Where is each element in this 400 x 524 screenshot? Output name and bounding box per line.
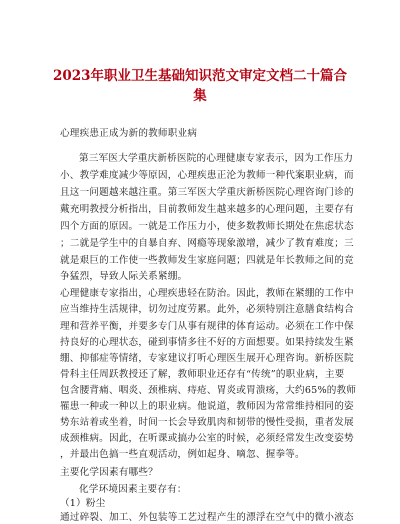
paragraph-line: 通过碎裂、加工、外包装等工艺过程产生的漂浮在空气中的微小液态	[60, 512, 354, 523]
paragraph-line: 就是艰巨的工作使一些教师发生家庭问题；四就是年长教师之间的竞	[60, 255, 354, 266]
paragraph-line: 持良好的心理状态，碰到事情多往不好的方面想要。如果持续发生紧	[60, 337, 354, 348]
paragraph-line: 理和营养平衡，并要多专门从事有规律的体育运动。必须在工作中保	[60, 321, 354, 332]
paragraph-line: ；二就是学生中的自暴自弃、网瘾等现象激增，减少了教育难度；三	[60, 238, 354, 249]
title-line-1: 2023年职业卫生基础知识范文审定文档二十篇合	[52, 68, 348, 84]
paragraph-line: 成颈椎病。因此，在听课或搞办公室的时候，必须经常发生改变姿势	[60, 433, 354, 444]
paragraph-line: 且这一问题越来越注重。第三军医大学重庆新桥医院心理咨询门诊的	[60, 187, 354, 198]
paragraph-line: 争猛烈，导致人际关系紧绷。	[60, 271, 188, 282]
list-item: （1）粉尘	[60, 498, 106, 509]
paragraph-line: 应当维持生活规律，切勿过度劳累。此外，必须特别注意膳食结构合	[60, 304, 354, 315]
paragraph-line: ，并最出色搞一些直观活动，例如起身、嘀忽、握拳等。	[60, 449, 305, 460]
paragraph-line: 四个方面的原因。一就是工作压力小，使多数教师长期处在焦虑状态	[60, 221, 354, 232]
paragraph-line: 骨科主任周跃教授还了解，教师职业还存有“传统”的职业病，主要	[60, 369, 345, 380]
paragraph-line: 心理健康专家指出，心理疾患轻在防治。因此，教师在紧绷的工作中	[60, 288, 354, 299]
title-line-2: 集	[193, 88, 207, 104]
paragraph-line: 小、教学难度减少等原因，心理疾患正沦为教师一种代案职业病，而	[60, 170, 354, 181]
paragraph-line: 戴充明教授分析指出，目前教师发生越来越多的心理问题，主要存有	[60, 204, 354, 215]
paragraph-line: 罹患一种或一种以上的职业病。他说道，教师因为常常维持相同的姿	[60, 401, 354, 412]
paragraph-line: 绷、抑郁症等情绪，专家建议打听心理医生展开心理咨询。新桥医院	[60, 353, 354, 364]
section-heading: 心理疾患正成为新的教师职业病	[60, 128, 198, 139]
paragraph-line: 包含腰背痛、咽炎、颈椎病、痔疮、胃炎或胃溃疡，大约65%的教师	[60, 385, 357, 396]
document-title	[40, 66, 360, 106]
paragraph-line: 第三军医大学重庆新桥医院的心理健康专家表示，因为工作压力	[79, 153, 354, 164]
paragraph-line: 势东站着或坐着，时间一长会导致肌肉和韧带的慢性受损，重者发展	[60, 417, 354, 428]
paragraph-line: 化学环境因素主要存有：	[79, 484, 187, 495]
question-heading: 主要化学因素有哪些？	[60, 467, 158, 478]
